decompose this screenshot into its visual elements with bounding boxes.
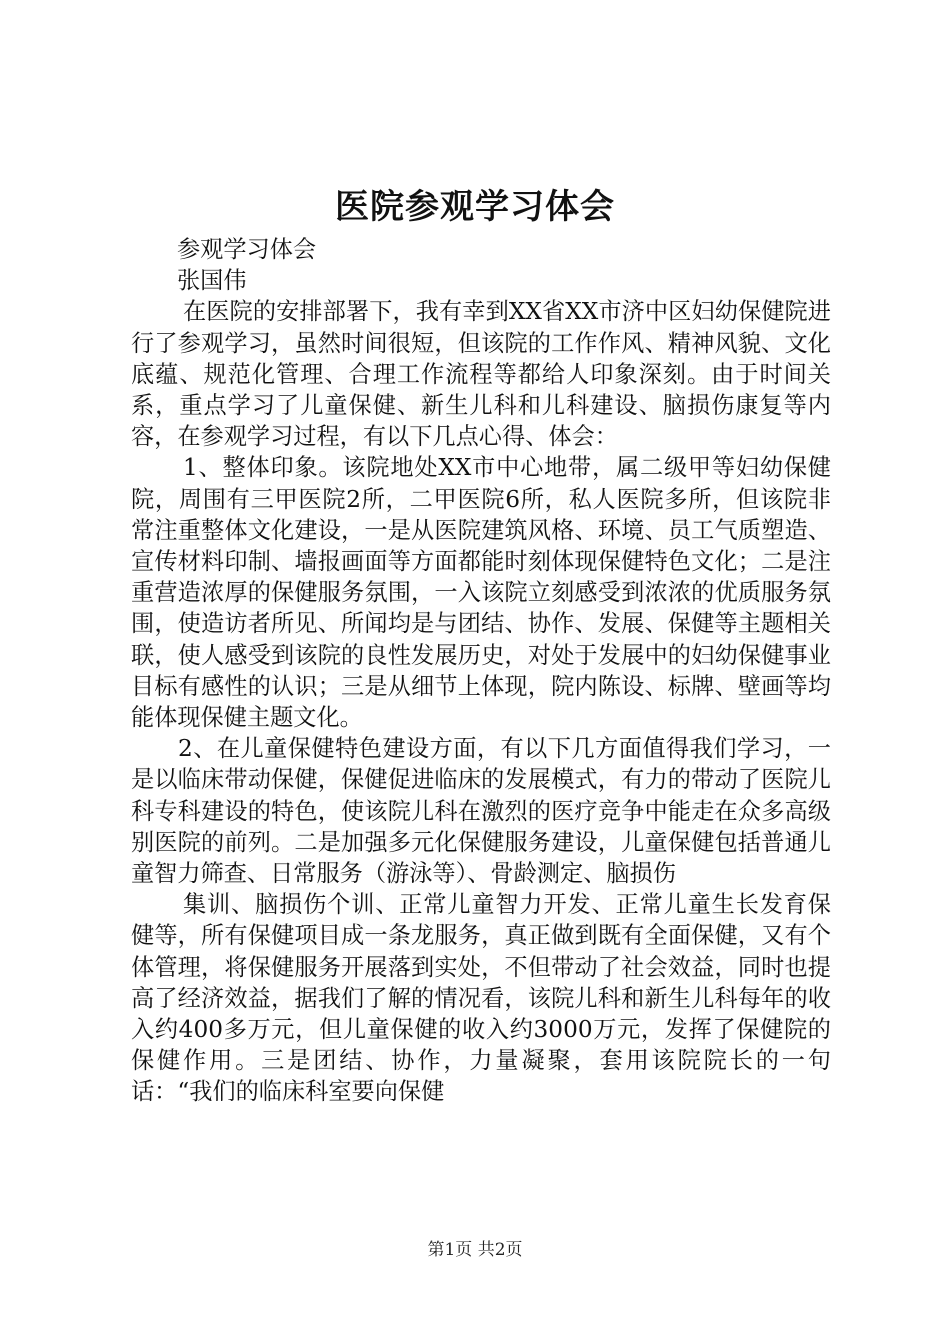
page-number-footer: 第1页 共2页 [427, 1240, 523, 1260]
paragraph-child-health: 2、在儿童保健特色建设方面，有以下几方面值得我们学习，一是以临床带动保健，保健促进临床的发展模式，有力的带动了医院儿科专科建设的特色，使该院儿科在激烈的医疗竞争中能走在众多高级别医院的前列。二是加强多元化保健服务建设，儿童保健包括普通儿童智力筛查、日常服务（游泳等）、骨龄测定、脑损伤 [131, 735, 831, 888]
paragraph-intro: 在医院的安排部署下，我有幸到XX省XX市济中区妇幼保健院进行了参观学习，虽然时间很短，但该院的工作作风、精神风貌、文化底蕴、规范化管理、合理工作流程等都给人印象深刻。由于时间关系，重点学习了儿童保健、新生儿科和儿科建设、脑损伤康复等内容，在参观学习过程，有以下几点心得、体会： [131, 298, 831, 451]
author-line: 张国伟 [177, 267, 247, 295]
paragraph-overall-impression: 1、整体印象。该院地处XX市中心地带，属二级甲等妇幼保健院，周围有三甲医院2所，二甲医院6所，私人医院多所，但该院非常注重整体文化建设，一是从医院建筑风格、环境、员工气质塑造、宣传材料印制、墙报画面等方面都能时刻体现保健特色文化；二是注重营造浓厚的保健服务氛围，一入该院立刻感受到浓浓的优质服务氛围，使造访者所见、所闻均是与团结、协作、发展、保健等主题相关联，使人感受到该院的良性发展历史，对处于发展中的妇幼保健事业目标有感性的认识；三是从细节上体现，院内陈设、标牌、壁画等均能体现保健主题文化。 [131, 454, 831, 732]
document-title: 医院参观学习体会 [335, 187, 615, 227]
document-body [131, 234, 831, 1108]
paragraph-continued: 集训、脑损伤个训、正常儿童智力开发、正常儿童生长发育保健等，所有保健项目成一条龙服务，真正做到既有全面保健，又有个体管理，将保健服务开展落到实处，不但带动了社会效益，同时也提高了经济效益，据我们了解的情况看，该院儿科和新生儿科每年的收入约400多万元，但儿童保健的收入约3000万元，发挥了保健院的保健作用。三是团结、协作，力量凝聚，套用该院院长的一句话：“我们的临床科室要向保健 [131, 891, 831, 1106]
subtitle-line: 参观学习体会 [177, 236, 317, 263]
